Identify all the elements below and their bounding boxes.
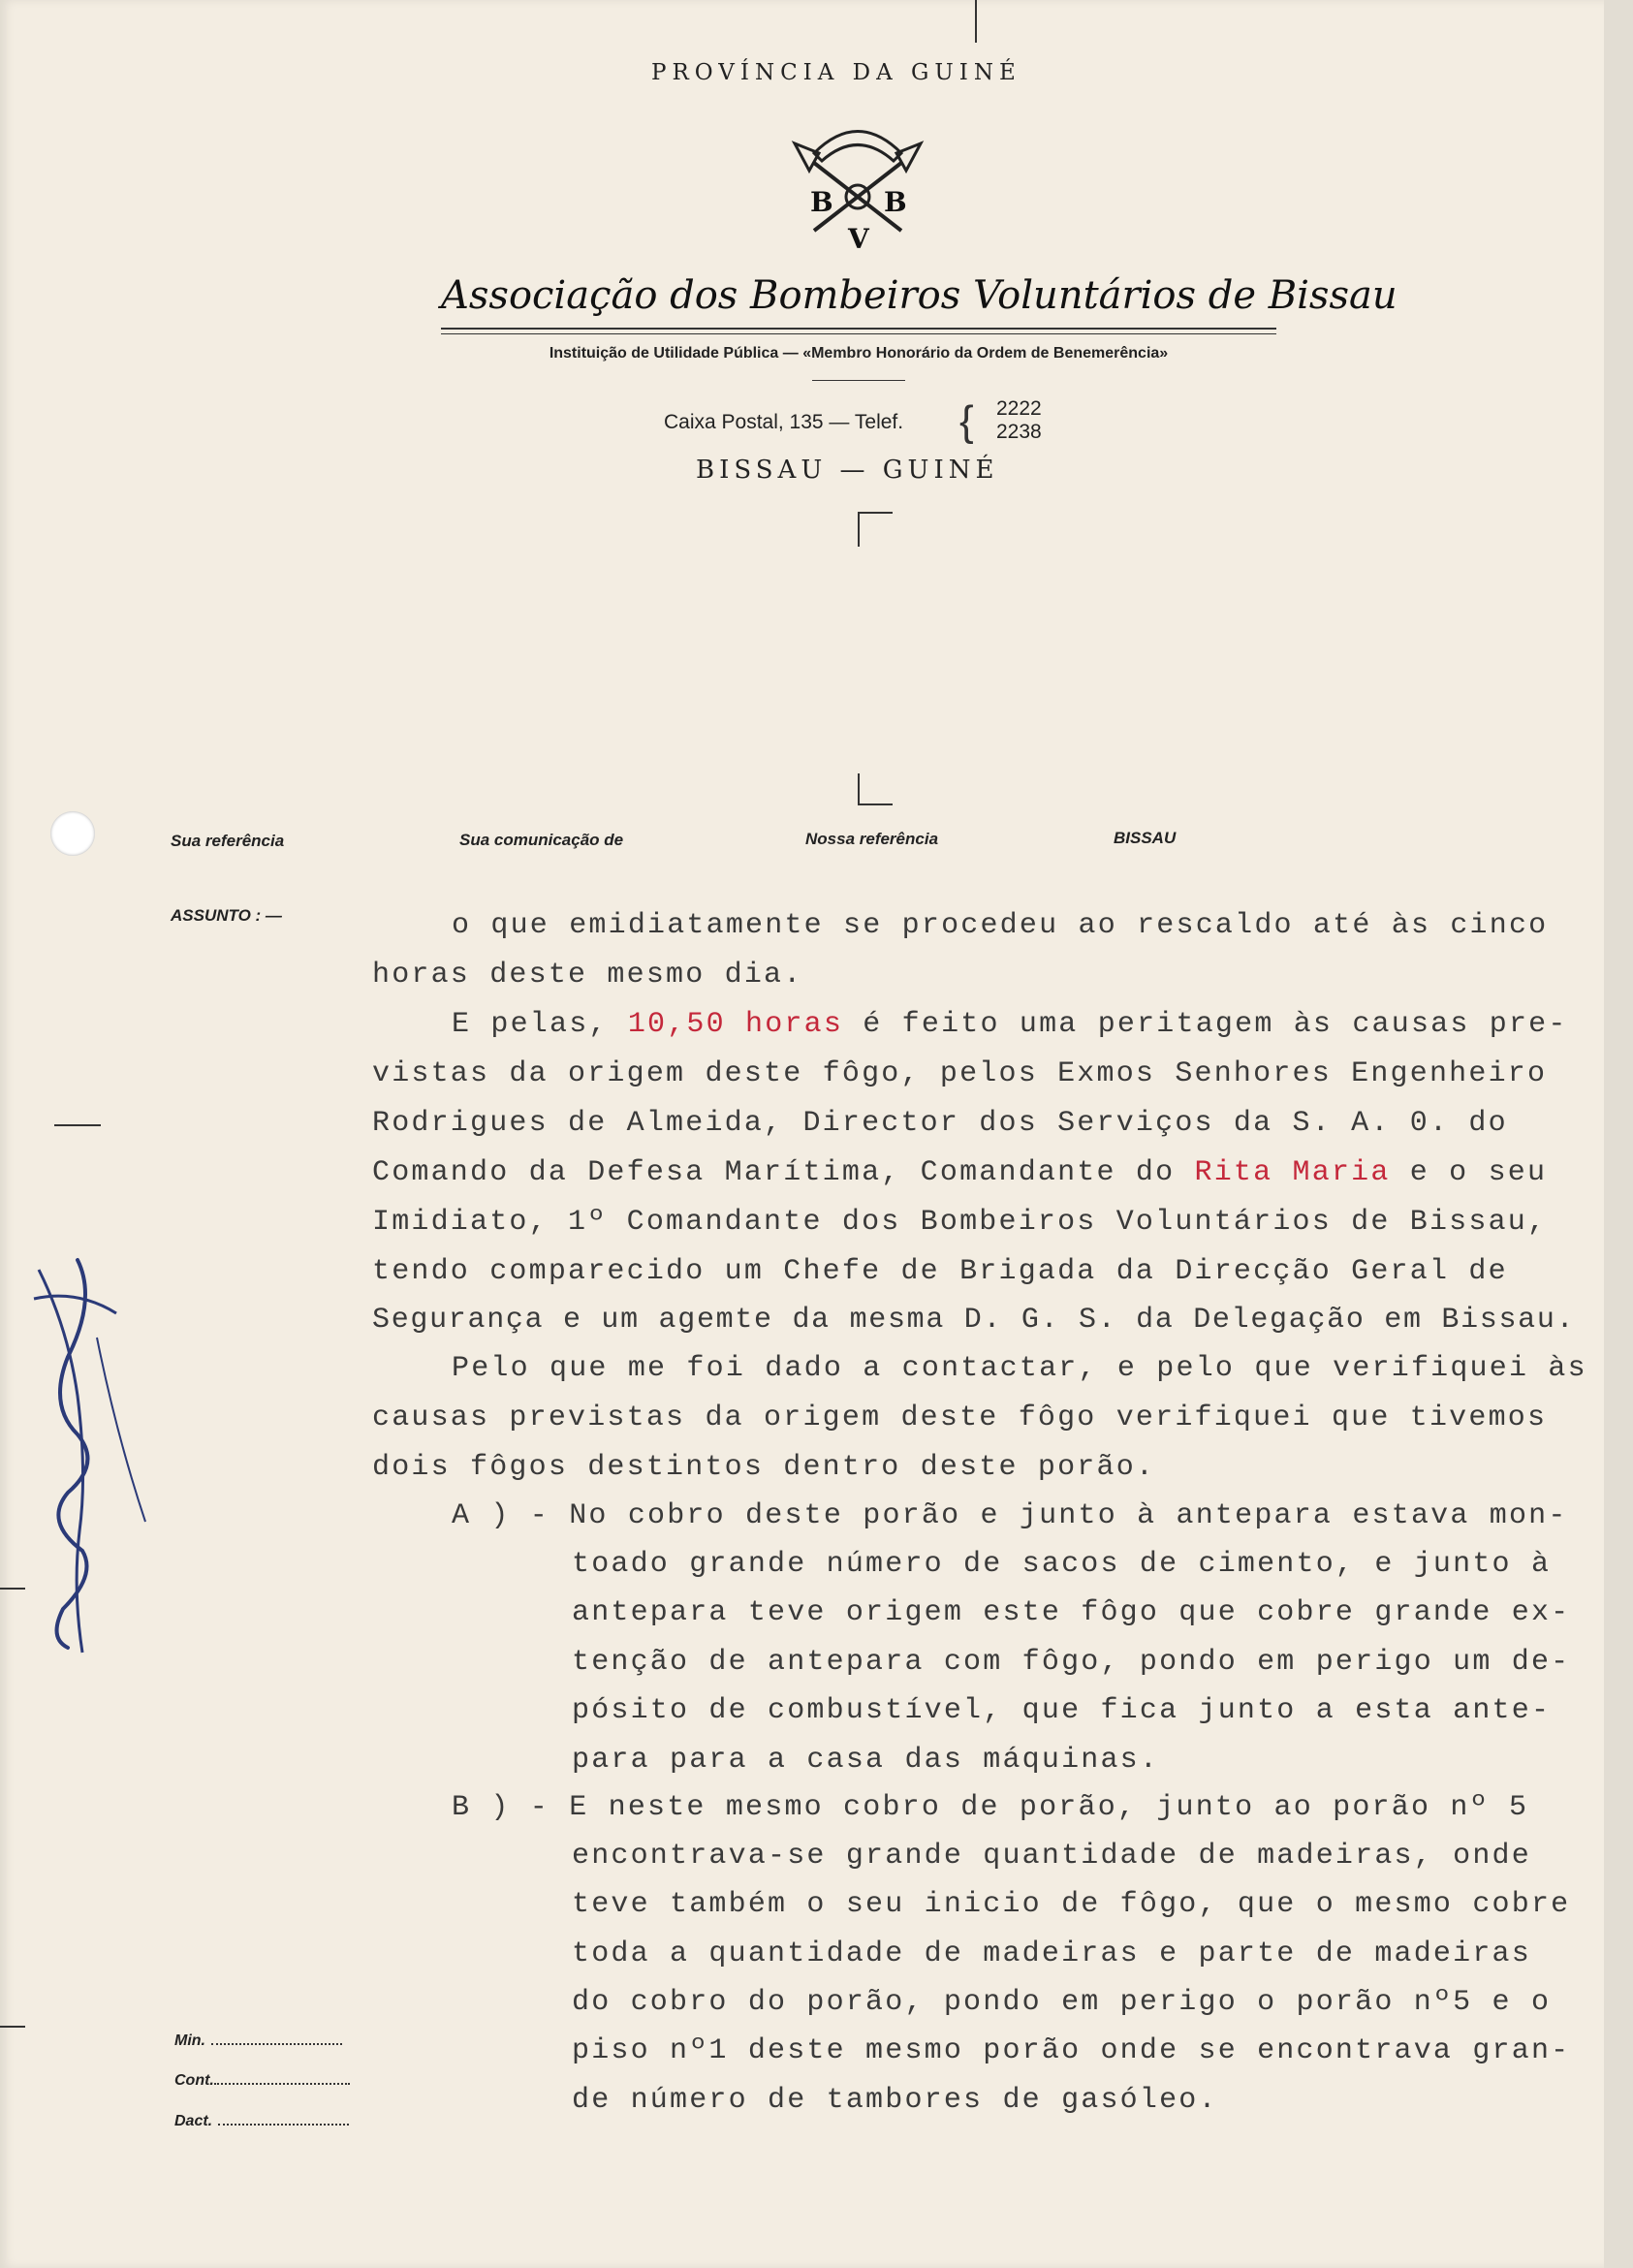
body-line: antepara teve origem este fôgo que cobre grande ex- (572, 1596, 1571, 1629)
body-line: para para a casa das máquinas. (572, 1744, 1160, 1777)
cont-field: Cont. (174, 2072, 350, 2090)
body-line: piso nº1 deste mesmo porão onde se encontrava gran- (572, 2034, 1571, 2067)
min-field: Min. (174, 2032, 342, 2050)
body-line: toado grande número de sacos de cimento, e junto à (572, 1548, 1552, 1581)
body-line: Imidiato, 1º Comandante dos Bombeiros Voluntários de Bissau, (372, 1206, 1548, 1239)
body-line: Comando da Defesa Marítima, Comandante do Rita Maria e o seu (372, 1156, 1548, 1189)
punch-hole (50, 811, 95, 856)
body-line: de número de tambores de gasóleo. (572, 2084, 1218, 2117)
postal-info: Caixa Postal, 135 — Telef. (664, 411, 904, 433)
body-line: B ) - E neste mesmo cobro de porão, junto ao porão nº 5 (452, 1791, 1529, 1824)
association-rule-2 (441, 333, 1276, 334)
handwritten-signature (10, 1241, 155, 1657)
body-line: encontrava-se grande quantidade de madeiras, onde (572, 1840, 1531, 1873)
body-line: tendo comparecido um Chefe de Brigada da Direcção Geral de (372, 1255, 1508, 1288)
nossa-referencia-label: Nossa referência (805, 830, 939, 848)
phone-2: 2238 (996, 421, 1042, 443)
body-line: horas deste mesmo dia. (372, 959, 803, 992)
emblem-letter-v: V (848, 223, 869, 255)
emblem-letter-b2: B (884, 186, 907, 218)
emblem-icon (775, 114, 940, 255)
body-line: E pelas, 10,50 horas é feito uma peritagem às causas pre- (452, 1008, 1568, 1041)
body-line: Segurança e um agemte da mesma D. G. S. da Delegação em Bissau. (372, 1304, 1576, 1337)
association-rule-1 (441, 328, 1276, 330)
body-line: toda a quantidade de madeiras e parte de madeiras (572, 1937, 1531, 1970)
body-line: vistas da origem deste fôgo, pelos Exmos Senhores Engenheiro (372, 1057, 1548, 1090)
margin-mark-3 (0, 2026, 25, 2028)
city-heading: BISSAU — GUINÉ (696, 456, 999, 485)
sua-comunicacao-label: Sua comunicação de (459, 831, 624, 849)
body-line: Pelo que me foi dado a contactar, e pelo que verifiquei às (452, 1352, 1587, 1385)
top-fold-mark (975, 0, 977, 43)
province-heading: PROVÍNCIA DA GUINÉ (651, 60, 1021, 85)
institution-rule (812, 380, 905, 381)
window-mark-top-v (858, 512, 860, 547)
page-edge (1604, 0, 1633, 2268)
body-line: A ) - No cobro deste porão e junto à antepara estava mon- (452, 1499, 1568, 1532)
phone-bracket: { (959, 397, 974, 445)
dact-field: Dact. (174, 2113, 349, 2130)
body-line: Rodrigues de Almeida, Director dos Serviços da S. A. 0. do (372, 1107, 1508, 1140)
place-label: BISSAU (1114, 829, 1177, 847)
emblem-letter-b1: B (810, 186, 833, 218)
association-name: Associação dos Bombeiros Voluntários de Bissau (441, 273, 1397, 318)
body-line: teve também o seu inicio de fôgo, que o mesmo cobre (572, 1888, 1571, 1921)
body-line: dois fôgos destintos dentro deste porão. (372, 1451, 1156, 1484)
body-line: causas previstas da origem deste fôgo verifiquei que tivemos (372, 1402, 1548, 1434)
body-line: pósito de combustível, que fica junto a esta ante- (572, 1694, 1552, 1727)
body-line: o que emidiatamente se procedeu ao rescaldo até às cinco (452, 909, 1549, 942)
margin-mark-1 (54, 1124, 101, 1126)
window-mark-bottom-h (858, 803, 893, 805)
body-line: do cobro do porão, pondo em perigo o porão nº5 e o (572, 1986, 1552, 2019)
sua-referencia-label: Sua referência (171, 832, 285, 850)
body-line: tenção de antepara com fôgo, pondo em perigo um de- (572, 1646, 1571, 1679)
institution-line: Instituição de Utilidade Pública — «Membro Honorário da Ordem de Benemerência» (549, 345, 1169, 362)
ship-name-highlight: Rita Maria (1194, 1156, 1391, 1189)
time-highlight: 10,50 horas (627, 1008, 844, 1041)
window-mark-top-h (858, 512, 893, 514)
window-mark-bottom-v (858, 773, 860, 805)
assunto-label: ASSUNTO : — (171, 906, 282, 925)
phone-1: 2222 (996, 397, 1042, 420)
